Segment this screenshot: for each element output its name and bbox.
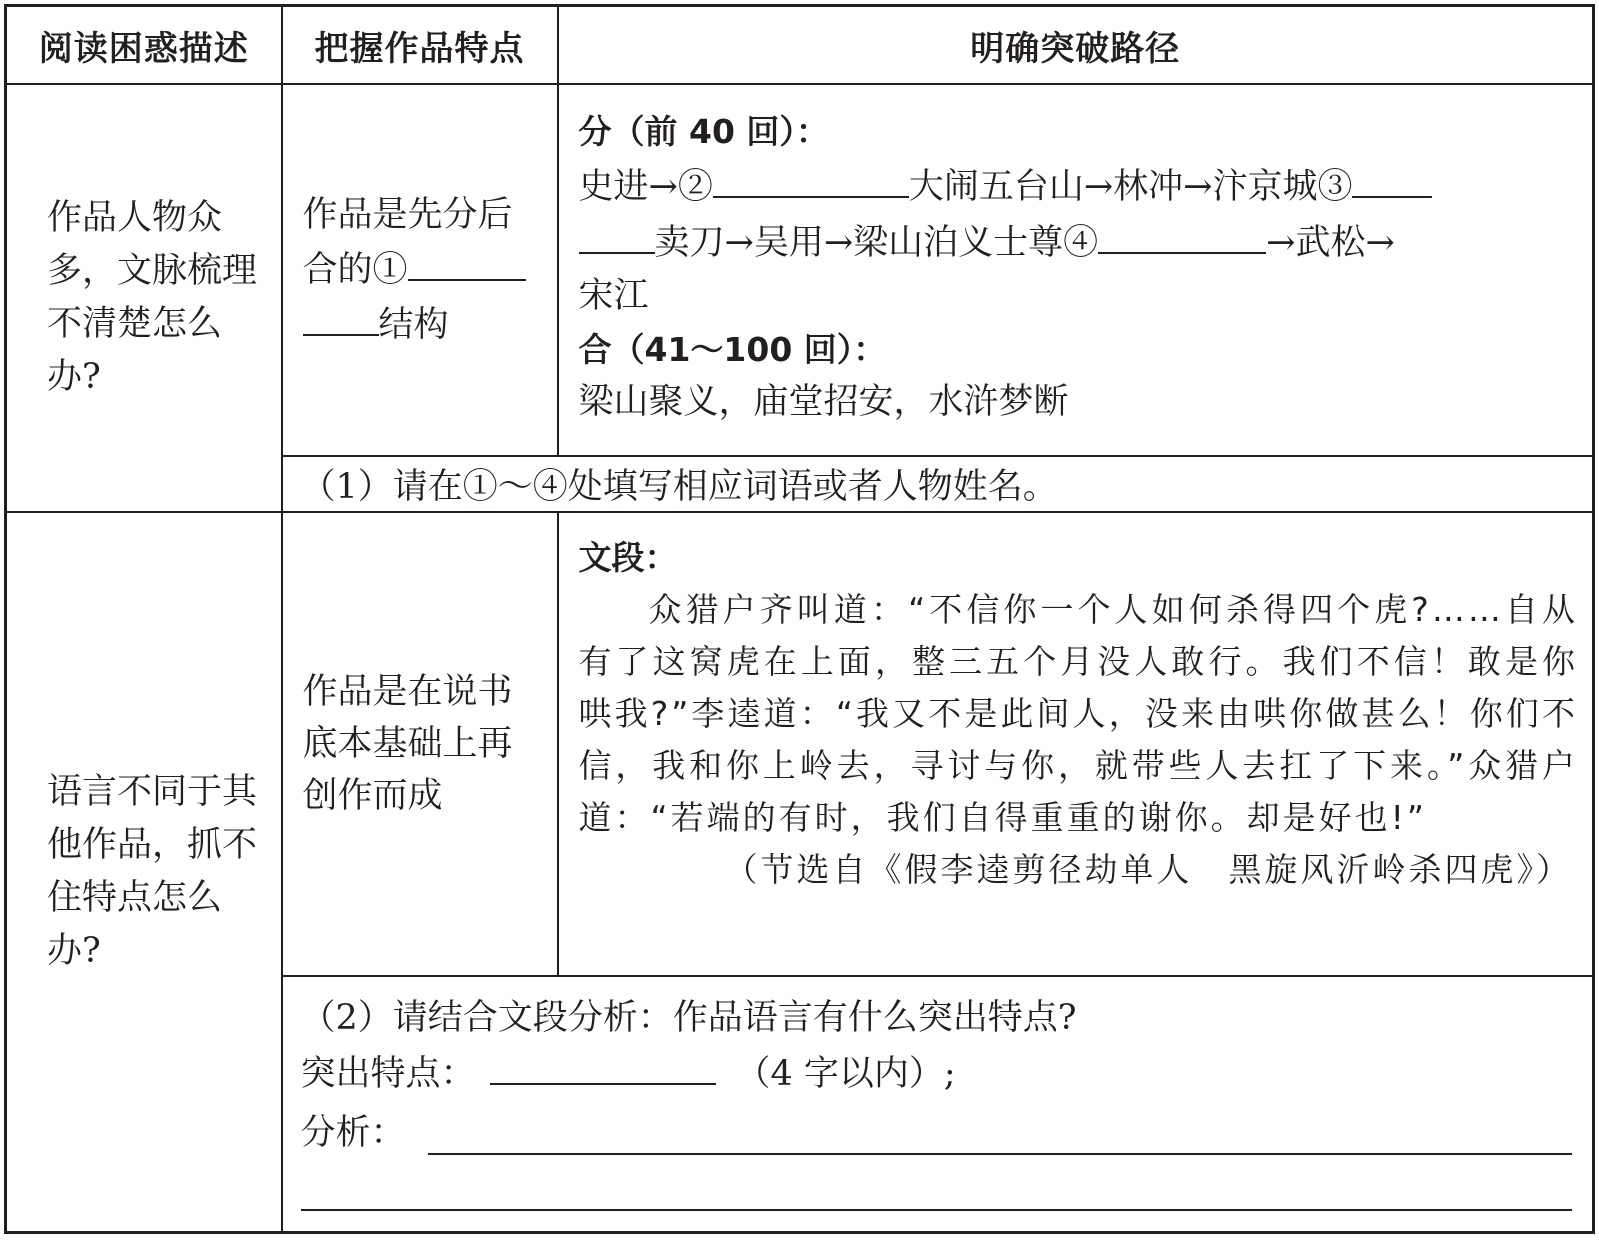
path-seg-4: →武松→ bbox=[1266, 223, 1395, 263]
row2-prompt: （2）请结合文段分析：作品语言有什么突出特点? bbox=[300, 998, 1077, 1038]
reading-guide-table bbox=[4, 4, 1595, 1234]
row2-answer-area bbox=[282, 976, 1594, 1232]
row1-feature-pre: 作品是先分后合的① bbox=[302, 195, 513, 290]
passage-source: （节选自《假李逵剪径劫单人 黑旋风沂岭杀四虎》） bbox=[724, 850, 1572, 889]
row1-main bbox=[6, 84, 1594, 456]
path-line-2 bbox=[579, 214, 1579, 270]
he-text: 梁山聚义，庙堂招安，水浒梦断 bbox=[578, 382, 1069, 422]
path-seg-3: 卖刀→吴用→梁山泊义士尊④ bbox=[654, 223, 1099, 263]
blank-1[interactable] bbox=[408, 241, 526, 281]
blank-2[interactable] bbox=[713, 158, 909, 198]
row1-question: 作品人物众多，文脉梳理不清楚怎么办? bbox=[6, 84, 282, 512]
row2-passage bbox=[558, 512, 1594, 976]
he-label: 合（41～100 回）： bbox=[578, 330, 887, 369]
path-line-1 bbox=[579, 158, 1579, 214]
passage-body bbox=[579, 584, 1579, 896]
row1-feature-post: 结构 bbox=[378, 305, 449, 345]
feature-hint: （4 字以内）; bbox=[735, 1054, 956, 1094]
feature-blank[interactable] bbox=[490, 1045, 716, 1085]
analysis-label: 分析： bbox=[300, 1113, 406, 1153]
path-seg-1: 史进→② bbox=[578, 167, 713, 207]
row2-main bbox=[6, 512, 1594, 976]
analysis-blank-2[interactable] bbox=[301, 1155, 1573, 1211]
passage-label: 文段： bbox=[578, 538, 678, 577]
blank-4[interactable] bbox=[1098, 214, 1266, 254]
fen-label: 分（前 40 回）： bbox=[578, 112, 829, 151]
row1-path bbox=[558, 84, 1594, 456]
header-feature: 把握作品特点 bbox=[282, 6, 558, 85]
row2-question: 语言不同于其他作品，抓不住特点怎么办? bbox=[6, 512, 282, 1232]
row1-feature bbox=[282, 84, 558, 456]
feature-label: 突出特点： bbox=[300, 1054, 476, 1094]
passage-text: 众猎户齐叫道：“不信你一个人如何杀得四个虎?……自从有了这窝虎在上面，整三五个月没人敢行。我们不信！敢是你哄我?”李逵道：“我又不是此间人，没来由哄你做甚么！你们不信，我和你上岭去，寻讨与你，就带些人去扛了下来。”众猎户道：“若端的有时，我们自得重重的谢你。却是好也!” bbox=[578, 590, 1578, 837]
header-path: 明确突破路径 bbox=[558, 6, 1594, 85]
blank-3-cont[interactable] bbox=[579, 214, 655, 254]
path-seg-2: 大闹五台山→林冲→汴京城③ bbox=[908, 167, 1353, 207]
analysis-blank-1[interactable] bbox=[428, 1099, 1572, 1155]
header-confusion: 阅读困惑描述 bbox=[6, 6, 282, 85]
row1-prompt: （1）请在①～④处填写相应词语或者人物姓名。 bbox=[282, 456, 1594, 512]
header-row bbox=[6, 6, 1594, 85]
row2-feature: 作品是在说书底本基础上再创作而成 bbox=[282, 512, 558, 976]
feature-answer-line bbox=[301, 1045, 1575, 1101]
blank-3[interactable] bbox=[1352, 158, 1432, 198]
path-line-3: 宋江 bbox=[578, 276, 649, 316]
analysis-line bbox=[301, 1101, 1575, 1155]
blank-1-cont[interactable] bbox=[303, 296, 379, 336]
